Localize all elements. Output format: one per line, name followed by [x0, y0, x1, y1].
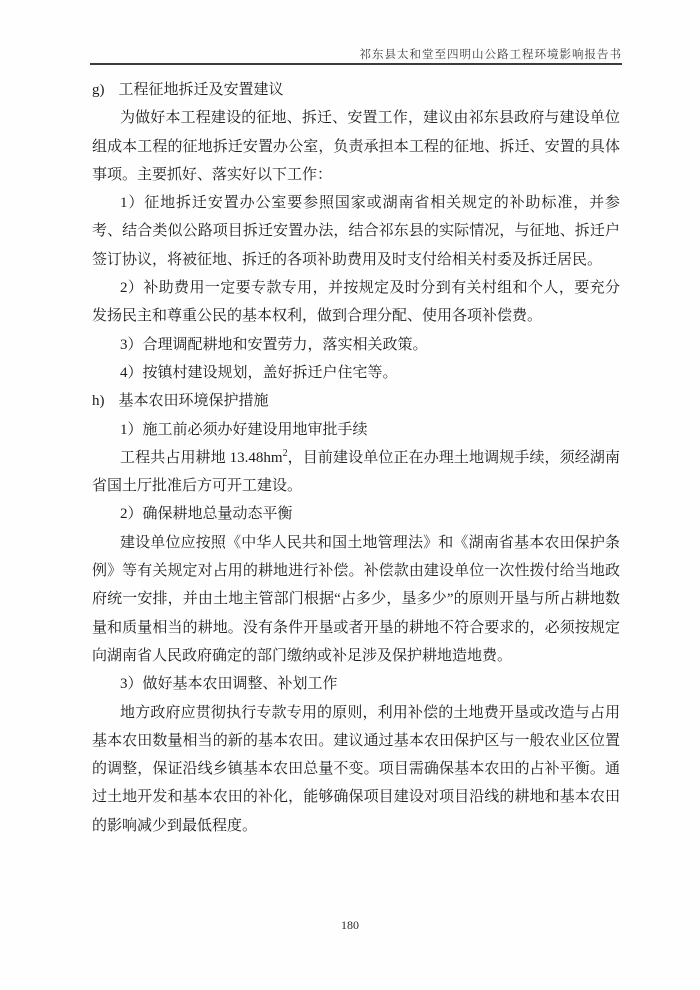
paragraph-text-after-sup: ，目前建设单位正在办理土地调规手续，须经湖南省国土厅批准后方可开工建设。 [92, 449, 620, 495]
page-number: 180 [341, 918, 359, 932]
list-item-paragraph: 3）合理调配耕地和安置劳力，落实相关政策。 [120, 336, 428, 353]
document-body [92, 76, 620, 840]
paragraph-text-before-sup: 工程共占用耕地 13.48hm [120, 449, 283, 466]
section-heading-marker: g) [92, 82, 105, 98]
section-heading-g [92, 76, 620, 104]
section-heading-h [92, 387, 620, 415]
list-item-paragraph: 3）做好基本农田调整、补划工作 [120, 676, 338, 693]
list-item-paragraph: 2）确保耕地总量动态平衡 [120, 506, 293, 523]
section-heading-text: 工程征地拆迁及安置建议 [118, 82, 284, 98]
section-heading-marker: h) [92, 393, 105, 410]
superscript-exponent: 2 [282, 447, 288, 459]
list-item-paragraph: 1）施工前必须办好建设用地审批手续 [120, 421, 368, 438]
paragraph: 地方政府应贯彻执行专款专用的原则，利用补偿的土地费开垦或改造与占用基本农田数量相当的新的基本农田。建议通过基本农田保护区与一般农业区位置的调整，保证沿线乡镇基本农田总量不变。项目需确保基本农田的占补平衡。通过土地开发和基本农田的补化，能够确保项目建设对项目沿线的耕地和基本农田的影响减少到最低程度。 [92, 704, 620, 834]
paragraph: 建设单位应按照《中华人民共和国土地管理法》和《湖南省基本农田保护条例》等有关规定对占用的耕地进行补偿。补偿款由建设单位一次性拨付给当地政府统一安排，并由土地主管部门根据“占多少，垦多少”的原则开垦与所占耕地数量和质量相当的耕地。没有条件开垦或者开垦的耕地不符合要求的，必须按规定向湖南省人民政府确定的部门缴纳或补足涉及保护耕地造地费。 [92, 534, 620, 664]
list-item-paragraph: 4）按镇村建设规划，盖好拆迁户住宅等。 [120, 364, 398, 381]
section-heading-text: 基本农田环境保护措施 [118, 393, 269, 410]
list-item-paragraph: 2）补助费用一定要专款专用，并按规定及时分到有关村组和个人，要充分发扬民主和尊重公民的基本权利，做到合理分配、使用各项补偿费。 [92, 280, 620, 325]
paragraph: 为做好本工程建设的征地、拆迁、安置工作，建议由祁东县政府与建设单位组成本工程的征地拆迁安置办公室，负责承担本工程的征地、拆迁、安置的具体事项。主要抓好、落实好以下工作： [92, 110, 620, 183]
header-divider [90, 63, 622, 65]
list-item-paragraph: 1）征地拆迁安置办公室要参照国家或湖南省相关规定的补助标准，并参考、结合类似公路项目拆迁安置办法，结合祁东县的实际情况，与征地、拆迁户签订协议，将被征地、拆迁的各项补助费用及时支付给相关村委及拆迁居民。 [92, 195, 620, 268]
paragraph-with-superscript [92, 444, 620, 501]
running-header: 祁东县太和堂至四明山公路工程环境影响报告书 [359, 49, 622, 61]
